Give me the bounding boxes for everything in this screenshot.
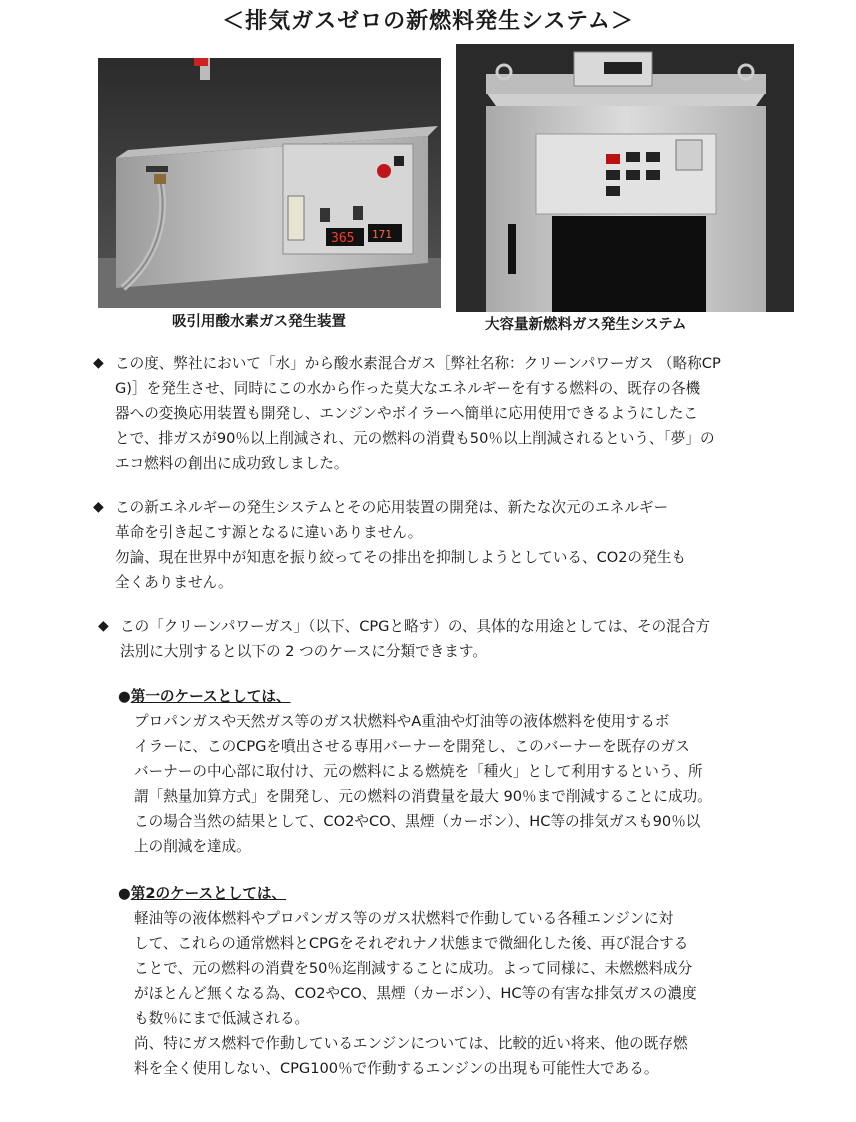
paragraph-intro: この度、弊社において「水」から酸水素混合ガス［弊社名称：クリーンパワーガス （略称CP G)］を発生させ、同時にこの水から作った莫大なエネルギーを有する燃料の、既存の各機 器への変換応用装置も開発し、エンジンやボイラーへ簡単に応用使用できるようにしたこ とで、排ガスが90％以上削減され、元の燃料の消費も50％以上削減されるという、「夢」の エコ燃料の創出に成功致しました。 [115,355,721,472]
generator-illustration [98,58,441,308]
bullet-icon: ◆ [93,499,104,515]
large-system-illustration [456,44,794,312]
bullet-icon: ◆ [98,618,109,634]
case-1-body: プロパンガスや天然ガス等のガス状燃料やA重油や灯油等の液体燃料を使用するボ イラーに、このCPGを噴出させる専用バーナーを開発し、このバーナーを既存のガス バーナーの中心部に取付け、元の燃料による燃焼を「種火」として利用するという、所 謂「熱量加算方式」を開発し、元の燃料の消費量を最大 90％まで削減することに成功。 この場合当然の結果として、CO2やCO、黒煙（カーボン）、HC等の排気ガスも90％以 上の削減を達成。 [134,713,712,855]
photo-caption-left: 吸引用酸水素ガス発生装置 [172,314,346,330]
case-2-body: 軽油等の液体燃料やプロパンガス等のガス状燃料で作動している各種エンジンに対 して、これらの通常燃料とCPGをそれぞれナノ状態まで微細化した後、再び混合する ことで、元の燃料の消費を50％迄削減することに成功。よって同様に、未燃燃料成分 がほとんど無くなる為、CO2やCO、黒煙（カーボン）、HC等の有害な排気ガスの濃度 も数％にまで低減される。 尚、特にガス燃料で作動しているエンジンについては、比較的近い将来、他の既存燃 料を全く使用しない、CPG100％で作動するエンジンの出現も可能性大である。 [134,910,697,1077]
photo-caption-right: 大容量新燃料ガス発生システム [485,317,687,333]
paragraph-applications: この「クリーンパワーガス」（以下、CPGと略す）の、具体的な用途としては、その混合方 法別に大別すると以下の 2 つのケースに分類できます。 [120,618,710,660]
generator-photo-right [456,44,794,312]
paragraph-revolution: この新エネルギーの発生システムとその応用装置の開発は、新たな次元のエネルギー 革命を引き起こす源となるに違いありません。 勿論、現在世界中が知恵を振り絞ってその排出を抑制しようとしている、CO2の発生も 全くありません。 [115,499,686,591]
page-title: ＜排気ガスゼロの新燃料発生システム＞ [222,9,634,34]
display-value-2: 171 [372,228,392,241]
generator-photo-left [98,58,441,308]
bullet-icon: ◆ [93,355,104,371]
display-value-1: 365 [331,231,355,246]
sub-bullet-icon: ● [118,688,131,705]
sub-bullet-icon: ● [118,885,131,902]
case-2-heading: ●第2のケースとしては、 [118,885,287,902]
case-1-heading: ●第一のケースとしては、 [118,688,291,705]
